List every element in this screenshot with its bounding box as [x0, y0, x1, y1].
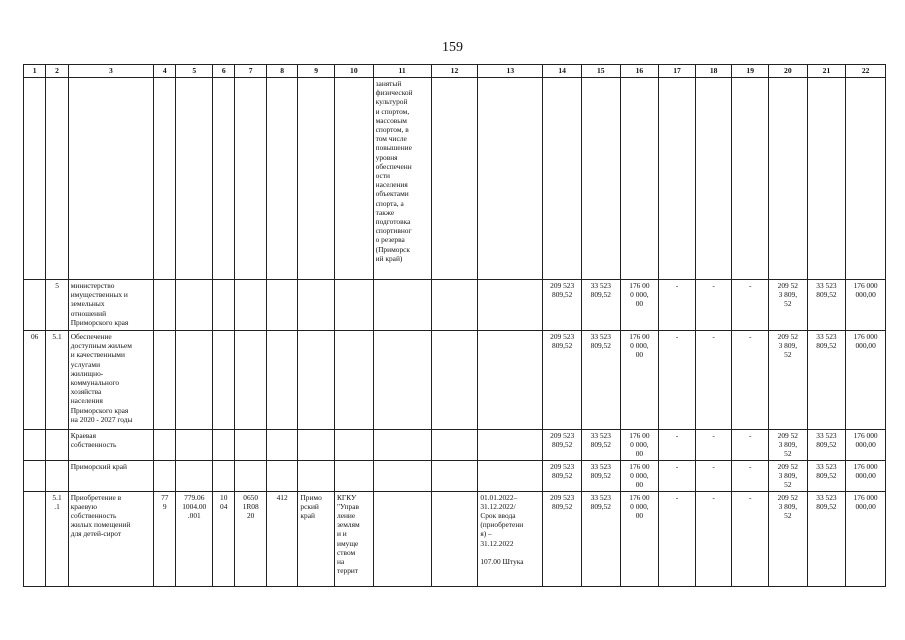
table-cell-col-14: 209 523 809,52 [543, 461, 582, 492]
table-cell-col-22: 176 000 000,00 [846, 461, 886, 492]
table-cell-col-19: - [732, 430, 769, 461]
table-cell-col-4 [154, 430, 176, 461]
table-cell-col-21: 33 523 809,52 [807, 280, 846, 331]
table-cell-col-7 [235, 280, 267, 331]
table-row [24, 461, 886, 492]
table-cell-col-18: - [695, 430, 732, 461]
table-cell-col-16: 176 00 0 000, 00 [620, 331, 659, 430]
column-header: 1 [24, 65, 46, 78]
table-cell-col-1: 06 [24, 331, 46, 430]
table-row-continuation [24, 78, 886, 280]
table-cell-col-11 [373, 491, 431, 586]
table-cell-col-15: 33 523 809,52 [581, 331, 620, 430]
column-header: 20 [769, 65, 808, 78]
table-cell-col-12 [431, 461, 478, 492]
column-header: 16 [620, 65, 659, 78]
table-cell-col-15: 33 523 809,52 [581, 491, 620, 586]
table-cell-col-17: - [659, 331, 696, 430]
table-cell-col-8 [266, 430, 298, 461]
table-cell-col-17: - [659, 461, 696, 492]
table-cell-col-5 [176, 430, 213, 461]
table-cell-col-4 [154, 461, 176, 492]
table-row [24, 331, 886, 430]
table-cell-col-17: - [659, 280, 696, 331]
column-header: 9 [298, 65, 335, 78]
table-cell-col-21: 33 523 809,52 [807, 461, 846, 492]
table-cell-col-10 [335, 331, 374, 430]
column-header: 14 [543, 65, 582, 78]
table-cell-col-2 [46, 461, 68, 492]
table-cell-col-13 [478, 430, 543, 461]
table-cell-col-18: - [695, 491, 732, 586]
table-cell-col-1 [24, 491, 46, 586]
table-cell-col-3: Обеспечение доступным жильем и качественными услугами жилищно- коммунального хозяйства населения Приморского края на 2020 - 2027 годы [68, 331, 153, 430]
table-header-row [24, 65, 886, 78]
column-header: 17 [659, 65, 696, 78]
table-cell-col-14: 209 523 809,52 [543, 430, 582, 461]
table-cell-col-11 [373, 461, 431, 492]
table-cell-col-7 [235, 430, 267, 461]
table-cell-col-16: 176 00 0 000, 00 [620, 491, 659, 586]
table-cell-col-8: 412 [266, 491, 298, 586]
table-cell-col-19: - [732, 491, 769, 586]
table-cell-col-16: 176 00 0 000, 00 [620, 430, 659, 461]
table-cell-col-1 [24, 280, 46, 331]
column-header: 5 [176, 65, 213, 78]
table-cell-col-8 [266, 331, 298, 430]
column-header: 3 [68, 65, 153, 78]
table-cell-col-8 [266, 280, 298, 331]
table-cell-col-20: 209 52 3 809, 52 [769, 331, 808, 430]
table-cell-col-13 [478, 331, 543, 430]
table-cell-col-6 [213, 331, 235, 430]
table-cell-col-12 [431, 280, 478, 331]
table-cell-col-3: Приобретение в краевую собственность жилых помещений для детей-сирот [68, 491, 153, 586]
table-cell-col-6: 10 04 [213, 491, 235, 586]
table-cell-col-3: Приморский край [68, 461, 153, 492]
table-cell-col-13 [478, 280, 543, 331]
table-cell-col-20: 209 52 3 809, 52 [769, 280, 808, 331]
table-cell-col-15: 33 523 809,52 [581, 280, 620, 331]
table-cell-col-6 [213, 430, 235, 461]
column-header: 6 [213, 65, 235, 78]
table-cell-col-6 [213, 280, 235, 331]
table-cell-col-7: 0650 1R08 20 [235, 491, 267, 586]
table-cell-col-10: КГКУ "Управ ление землям и и имуще ством на террит [335, 491, 374, 586]
column-header: 22 [846, 65, 886, 78]
column-header: 8 [266, 65, 298, 78]
table-row [24, 430, 886, 461]
table-cell-col-6 [213, 461, 235, 492]
table-cell-col-9 [298, 461, 335, 492]
table-cell-col-22: 176 000 000,00 [846, 331, 886, 430]
table-cell-col-2 [46, 430, 68, 461]
column-header: 7 [235, 65, 267, 78]
table-cell-col-11 [373, 280, 431, 331]
table-cell-col-20: 209 52 3 809, 52 [769, 491, 808, 586]
table-cell-col-21: 33 523 809,52 [807, 430, 846, 461]
table-cell-col-4: 77 9 [154, 491, 176, 586]
table-cell-col-10 [335, 461, 374, 492]
table-cell-col-11 [373, 331, 431, 430]
table-cell-col-3: Краевая собственность [68, 430, 153, 461]
table-cell-col-9 [298, 280, 335, 331]
table-cell-col-15: 33 523 809,52 [581, 461, 620, 492]
column-header: 21 [807, 65, 846, 78]
table-cell-col-18: - [695, 461, 732, 492]
table-cell-col-22: 176 000 000,00 [846, 430, 886, 461]
column-header: 15 [581, 65, 620, 78]
table-cell-col-7 [235, 461, 267, 492]
table-cell-col-19: - [732, 461, 769, 492]
table-cell-col-12 [431, 491, 478, 586]
column-header: 11 [373, 65, 431, 78]
table-cell-col-22: 176 000 000,00 [846, 280, 886, 331]
table-cell-col-2: 5.1 [46, 331, 68, 430]
table-cell-col-17: - [659, 430, 696, 461]
table-cell-col-13 [478, 461, 543, 492]
table-cell-col-3: министерство имущественных и земельных отношений Приморского края [68, 280, 153, 331]
table-cell-col-14: 209 523 809,52 [543, 331, 582, 430]
table-cell-col-18: - [695, 280, 732, 331]
table-cell-col-21: 33 523 809,52 [807, 331, 846, 430]
table-row [24, 491, 886, 586]
table-cell-col-1 [24, 461, 46, 492]
table-cell-col-11 [373, 430, 431, 461]
table-cell-col-20: 209 52 3 809, 52 [769, 461, 808, 492]
table-cell-col-20: 209 52 3 809, 52 [769, 430, 808, 461]
table-cell-col-8 [266, 461, 298, 492]
table-row [24, 280, 886, 331]
table-cell-col-5 [176, 331, 213, 430]
table-cell-col-2: 5 [46, 280, 68, 331]
column-header: 12 [431, 65, 478, 78]
table-cell-col-15: 33 523 809,52 [581, 430, 620, 461]
table-cell-col-12 [431, 430, 478, 461]
table-cell-col-4 [154, 331, 176, 430]
table-cell-col-5: 779.06 1004.00 .001 [176, 491, 213, 586]
column-header: 18 [695, 65, 732, 78]
page-number: 159 [442, 40, 463, 55]
table-cell-col-12 [431, 331, 478, 430]
table-cell-col-18: - [695, 331, 732, 430]
column-header: 2 [46, 65, 68, 78]
table-cell-col-17: - [659, 491, 696, 586]
table-cell-col-19: - [732, 331, 769, 430]
table-cell-col-9 [298, 331, 335, 430]
table-cell-col-13: 01.01.2022– 31.12.2022/ Срок ввода (приобретени я) – 31.12.2022 107.00 Штука [478, 491, 543, 586]
table-cell-col-5 [176, 461, 213, 492]
table-cell-col-4 [154, 280, 176, 331]
table-cell-col-21: 33 523 809,52 [807, 491, 846, 586]
table-cell-col-22: 176 000 000,00 [846, 491, 886, 586]
table-cell-col-5 [176, 280, 213, 331]
table-cell-col-2: 5.1 .1 [46, 491, 68, 586]
table-cell-col-16: 176 00 0 000, 00 [620, 461, 659, 492]
table-cell-col-19: - [732, 280, 769, 331]
column-header: 10 [335, 65, 374, 78]
table-cell-col-7 [235, 331, 267, 430]
table-cell-col-14: 209 523 809,52 [543, 280, 582, 331]
column-header: 13 [478, 65, 543, 78]
column-header: 19 [732, 65, 769, 78]
budget-table [23, 64, 886, 587]
table-cell-goal-text: занятый физической культурой и спортом, массовым спортом, в том числе повышение уровня обеспеченн ости населения объектами спорта, а также подготовка спортивног о резерва (Приморск ий край) [373, 78, 431, 280]
table-cell-col-16: 176 00 0 000, 00 [620, 280, 659, 331]
table-cell-col-9: Примо рский край [298, 491, 335, 586]
table-cell-col-14: 209 523 809,52 [543, 491, 582, 586]
table-cell-col-9 [298, 430, 335, 461]
table-cell-col-10 [335, 430, 374, 461]
column-header: 4 [154, 65, 176, 78]
table-cell-col-10 [335, 280, 374, 331]
table-cell-col-1 [24, 430, 46, 461]
